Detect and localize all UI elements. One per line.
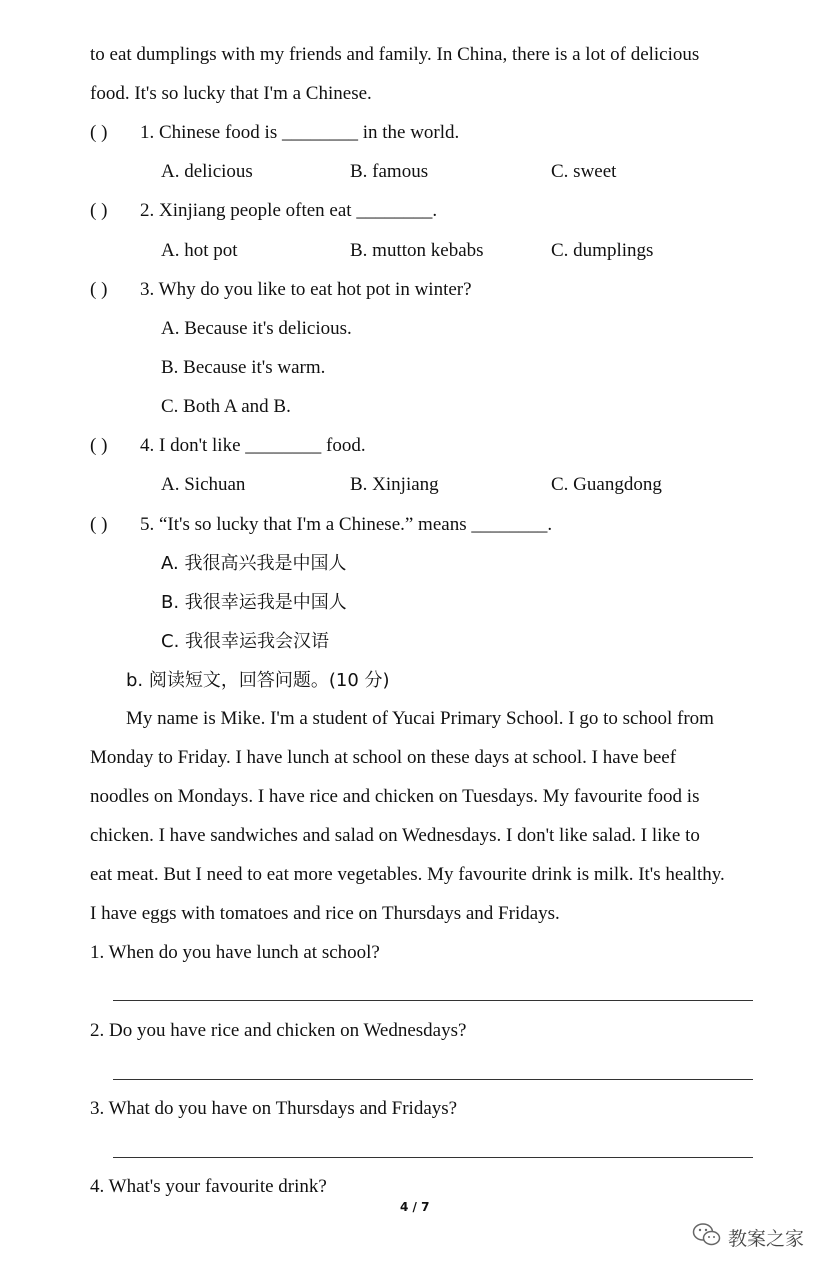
option: A. delicious: [161, 161, 253, 182]
passage-line: I have eggs with tomatoes and rice on Thursdays and Fridays.: [90, 903, 560, 924]
watermark-text: 教案之家: [728, 1228, 805, 1250]
question-stem: 5. “It's so lucky that I'm a Chinese.” means ________.: [140, 514, 553, 535]
question-stem: 1. Chinese food is ________ in the world.: [140, 122, 460, 143]
answer-bracket: ( ): [90, 279, 108, 300]
option: B. mutton kebabs: [350, 240, 484, 261]
option: C. 我很幸运我会汉语: [161, 631, 330, 652]
passage-line: noodles on Mondays. I have rice and chicken on Tuesdays. My favourite food is: [90, 786, 700, 807]
wechat-icon: [692, 1222, 722, 1253]
watermark: [692, 1222, 804, 1253]
question-stem: 2. Xinjiang people often eat ________.: [140, 200, 438, 221]
question-stem: 3. Why do you like to eat hot pot in winter?: [140, 279, 472, 300]
passage-line: eat meat. But I need to eat more vegetables. My favourite drink is milk. It's healthy.: [90, 864, 725, 885]
reading-question: 4. What's your favourite drink?: [90, 1176, 327, 1197]
answer-bracket: ( ): [90, 514, 108, 535]
option: C. sweet: [551, 161, 617, 182]
answer-line[interactable]: [113, 1157, 753, 1158]
answer-line[interactable]: [113, 1079, 753, 1080]
option: B. famous: [350, 161, 429, 182]
passage-line: food. It's so lucky that I'm a Chinese.: [90, 83, 372, 104]
answer-bracket: ( ): [90, 200, 108, 221]
option: A. Because it's delicious.: [161, 318, 352, 339]
option: A. hot pot: [161, 240, 238, 261]
option: C. dumplings: [551, 240, 654, 261]
option: C. Guangdong: [551, 474, 662, 495]
answer-bracket: ( ): [90, 435, 108, 456]
option: A. Sichuan: [161, 474, 246, 495]
option: B. Because it's warm.: [161, 357, 326, 378]
reading-question: 3. What do you have on Thursdays and Fridays?: [90, 1098, 458, 1119]
section-heading: b. 阅读短文，回答问题。(10 分): [126, 670, 390, 691]
option: C. Both A and B.: [161, 396, 291, 417]
page-number: 4 / 7: [400, 1200, 430, 1214]
reading-question: 2. Do you have rice and chicken on Wednesdays?: [90, 1020, 467, 1041]
passage-line: chicken. I have sandwiches and salad on Wednesdays. I don't like salad. I like to: [90, 825, 700, 846]
passage-line: to eat dumplings with my friends and family. In China, there is a lot of delicious: [90, 44, 700, 65]
option: A. 我很高兴我是中国人: [161, 553, 347, 574]
answer-bracket: ( ): [90, 122, 108, 143]
reading-question: 1. When do you have lunch at school?: [90, 942, 380, 963]
passage-line: Monday to Friday. I have lunch at school on these days at school. I have beef: [90, 747, 677, 768]
answer-line[interactable]: [113, 1000, 753, 1001]
passage-line: My name is Mike. I'm a student of Yucai Primary School. I go to school from: [126, 708, 714, 729]
option: B. Xinjiang: [350, 474, 439, 495]
option: B. 我很幸运我是中国人: [161, 592, 347, 613]
question-stem: 4. I don't like ________ food.: [140, 435, 366, 456]
